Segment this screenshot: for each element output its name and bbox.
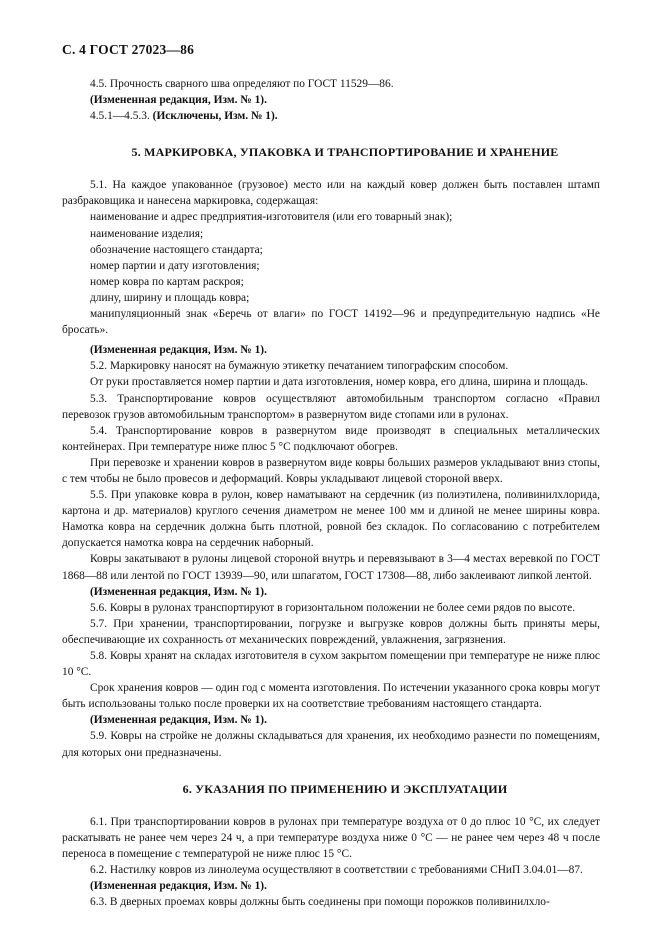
clause-5-3: 5.3. Транспортирование ковров осуществляют автомобильным транспортом согласно «Правил перевозок грузов автомобильным транспортом» в развернутом виде стопами или в рулонах. [62, 392, 600, 421]
list-item: номер ковра по картам раскроя; [90, 275, 244, 288]
clause-number: 4.5.1—4.5.3. [90, 110, 153, 123]
amendment-note: (Измененная редакция, Изм. № 1). [90, 585, 267, 598]
list-item: номер партии и дату изготовления; [90, 259, 260, 272]
manipulation-sign-item: манипуляционный знак «Беречь от влаги» по ГОСТ 14192—96 и предупредительную надпись «Не бросать». [62, 308, 600, 337]
amendment-note: (Измененная редакция, Изм. № 1). [90, 344, 267, 357]
section-5-title: 5. МАРКИРОВКА, УПАКОВКА И ТРАНСПОРТИРОВАНИЕ И ХРАНЕНИЕ [131, 145, 559, 160]
list-item: длину, ширину и площадь ковра; [90, 291, 250, 304]
clause-5-5-continued: Ковры закатывают в рулоны лицевой стороной внутрь и перевязывают в 3—4 местах веревкой по ГОСТ 1868—88 или лентой по ГОСТ 13939—90, или шпагатом, ГОСТ 17308—88, либо заклеивают липкой лентой. [62, 553, 600, 582]
clause-5-7: 5.7. При хранении, транспортировании, погрузке и выгрузке ковров должны быть приняты меры, обеспечивающие их сохранность от механических повреждений, увлажнения, загрязнения. [62, 617, 600, 646]
clause-5-2: 5.2. Маркировку наносят на бумажную этикетку печатанием типографским способом. [90, 360, 509, 373]
list-item: обозначение настоящего стандарта; [90, 243, 263, 256]
clause-6-2: 6.2. Настилку ковров из линолеума осуществляют в соответствии с требованиями СНиП 3.04.01—87. [90, 863, 583, 876]
clause-6-1: 6.1. При транспортировании ковров в рулонах при температуре воздуха от 0 до плюс 10 °С, их следует раскатывать не ранее чем через 24 ч, а при температуре воздуха ниже 0 °С — не ранее чем через 48 ч после переноса в помещение с температурой не ниже плюс 15 °С. [62, 815, 600, 860]
amendment-note: (Измененная редакция, Изм. № 1). [90, 94, 267, 107]
list-item: наименование изделия; [90, 227, 204, 240]
amendment-note: (Измененная редакция, Изм. № 1). [90, 880, 267, 893]
excluded-note: (Исключены, Изм. № 1). [152, 110, 278, 123]
clause-5-2-continued: От руки проставляется номер партии и дата изготовления, номер ковра, его длина, ширина и площадь. [90, 376, 588, 389]
clause-5-9: 5.9. Ковры на стройке не должны складываться для хранения, их необходимо разнести по помещениям, для которых они предназначены. [62, 730, 600, 759]
list-item: наименование и адрес предприятия-изготовителя (или его товарный знак); [90, 211, 453, 224]
clause-5-1: 5.1. На каждое упакованное (грузовое) место или на каждый ковер должен быть поставлен штамп разбраковщика и нанесена маркировка, содержащая: [62, 179, 600, 208]
clause-5-8-continued: Срок хранения ковров — один год с момента изготовления. По истечении указанного срока ковры могут быть использованы только после проверки их на соответствие требованиям настоящего стандарта. [62, 682, 600, 711]
amendment-note: (Измененная редакция, Изм. № 1). [90, 714, 267, 727]
clause-5-4-continued: При перевозке и хранении ковров в развернутом виде ковры больших размеров укладывают вниз стопы, с тем чтобы не было провесов и деформаций. Ковры укладывают лицевой стороной вверх. [62, 456, 600, 485]
clause-5-8: 5.8. Ковры хранят на складах изготовителя в сухом закрытом помещении при температуре не ниже плюс 10 °С. [62, 650, 600, 679]
document-body [62, 76, 600, 910]
section-6-title: 6. УКАЗАНИЯ ПО ПРИМЕНЕНИЮ И ЭКСПЛУАТАЦИИ [182, 781, 508, 796]
clause-4-5: 4.5. Прочность сварного шва определяют по ГОСТ 11529—86. [90, 78, 394, 90]
clause-5-4: 5.4. Транспортирование ковров в развернутом виде производят в специальных металлических контейнерах. При температуре ниже плюс 5 °С подключают обогрев. [62, 424, 600, 453]
clause-6-3: 6.3. В дверных проемах ковры должны быть соединены при помощи порожков поливинилхло- [90, 896, 550, 909]
clause-5-6: 5.6. Ковры в рулонах транспортируют в горизонтальном положении не более семи рядов по высоте. [90, 601, 576, 614]
clause-4-5-1 [62, 108, 600, 124]
clause-5-5: 5.5. При упаковке ковра в рулон, ковер наматывают на сердечник (из полиэтилена, поливинилхлорида, картона и др. материалов) круглого сечения диаметром не менее 100 мм и длиной не менее ширины ковра. Намотка ковра на сердечник должна быть плотной, ровной без складок. По согласованию с потребителем допускается намотка ковра на сердечник наборный. [62, 489, 600, 550]
page-header: С. 4 ГОСТ 27023—86 [62, 42, 195, 57]
